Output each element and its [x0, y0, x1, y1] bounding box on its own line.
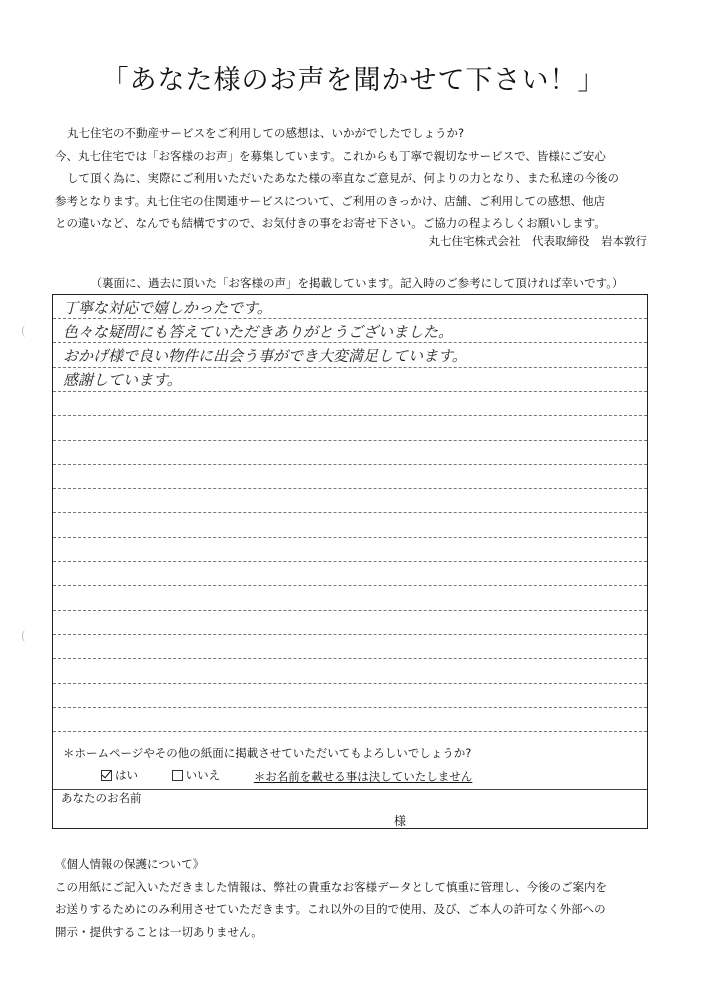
margin-mark: [22, 325, 29, 337]
consent-no-label: いいえ: [185, 768, 221, 782]
comment-line: おかげ様で良い物件に出会う事ができ大変満足しています。: [63, 347, 467, 365]
comment-line: 色々な疑問にも答えていただきありがとうございました。: [63, 323, 454, 341]
name-privacy-note: ＊お名前を載せる事は決していたしません: [253, 769, 473, 784]
writing-line: [53, 660, 647, 684]
checkbox-empty-icon[interactable]: [172, 770, 183, 781]
writing-line: [53, 465, 647, 489]
intro-line: 参考となります。丸七住宅の住関連サービスについて、ご利用のきっかけ、店舗、ご利用しての感想、他店: [55, 193, 606, 208]
writing-line: [53, 611, 647, 635]
name-field[interactable]: [53, 789, 647, 828]
consent-yes-label: はい: [115, 768, 138, 782]
checkbox-checked-icon[interactable]: [101, 770, 112, 781]
privacy-heading: 《個人情報の保護について》: [55, 857, 205, 871]
writing-line: [53, 587, 647, 611]
writing-line: [53, 538, 647, 562]
writing-line: [53, 635, 647, 659]
intro-text: [55, 122, 655, 235]
name-label: あなたのお名前: [61, 791, 142, 805]
consent-no-option[interactable]: [172, 767, 221, 783]
writing-line: [53, 489, 647, 513]
reference-note: （裏面に、過去に頂いた「お客様の声」を掲載しています。記入時のご参考にして頂ければ幸いです。）: [90, 276, 624, 290]
privacy-line: この用紙にご記入いただきました情報は、弊社の貴重なお客様データとして慎重に管理し、今後のご案内を: [55, 879, 607, 894]
feedback-form: [52, 294, 648, 829]
intro-line: との違いなど、なんでも結構ですので、お気付きの事をお寄せ下さい。ご協力の程よろしくお願いします。: [55, 216, 606, 230]
writing-line: [53, 392, 647, 416]
intro-line: 丸七住宅の不動産サービスをご利用しての感想は、いかがでしたでしょうか?: [67, 126, 465, 140]
consent-yes-option[interactable]: [101, 767, 138, 783]
privacy-line: 開示・提供することは一切ありません。: [55, 924, 263, 939]
page-title: 「あなた様のお声を聞かせて下さい！」: [101, 65, 606, 96]
writing-line: [53, 562, 647, 586]
privacy-line: お送りするためにのみ利用させていただきます。これ以外の目的で使用、及び、ご本人の許可なく外部への: [55, 902, 606, 916]
consent-choices: [101, 767, 472, 785]
company-signature: 丸七住宅株式会社 代表取締役 岩本敦行: [428, 234, 647, 248]
margin-mark: [22, 630, 29, 642]
writing-line: [53, 708, 647, 732]
consent-question: ＊ホームページやその他の紙面に掲載させていただいてもよろしいでしょうか?: [63, 746, 472, 760]
writing-line: [53, 417, 647, 441]
intro-line: して頂く為に、実際にご利用いただいたあなた様の率直なご意見が、何よりの力となり、また私達の今後の: [67, 171, 619, 185]
comment-line: 感謝しています。: [63, 371, 182, 389]
writing-line: [53, 514, 647, 538]
writing-line: [53, 684, 647, 708]
intro-line: 今、丸七住宅では「お客様のお声」を募集しています。これからも丁寧で親切なサービスで、皆様にご安心: [55, 148, 606, 163]
writing-line: [53, 441, 647, 465]
privacy-section: [55, 853, 675, 943]
name-suffix: 様: [394, 814, 407, 828]
comment-line: 丁寧な対応で嬉しかったです。: [63, 299, 272, 317]
